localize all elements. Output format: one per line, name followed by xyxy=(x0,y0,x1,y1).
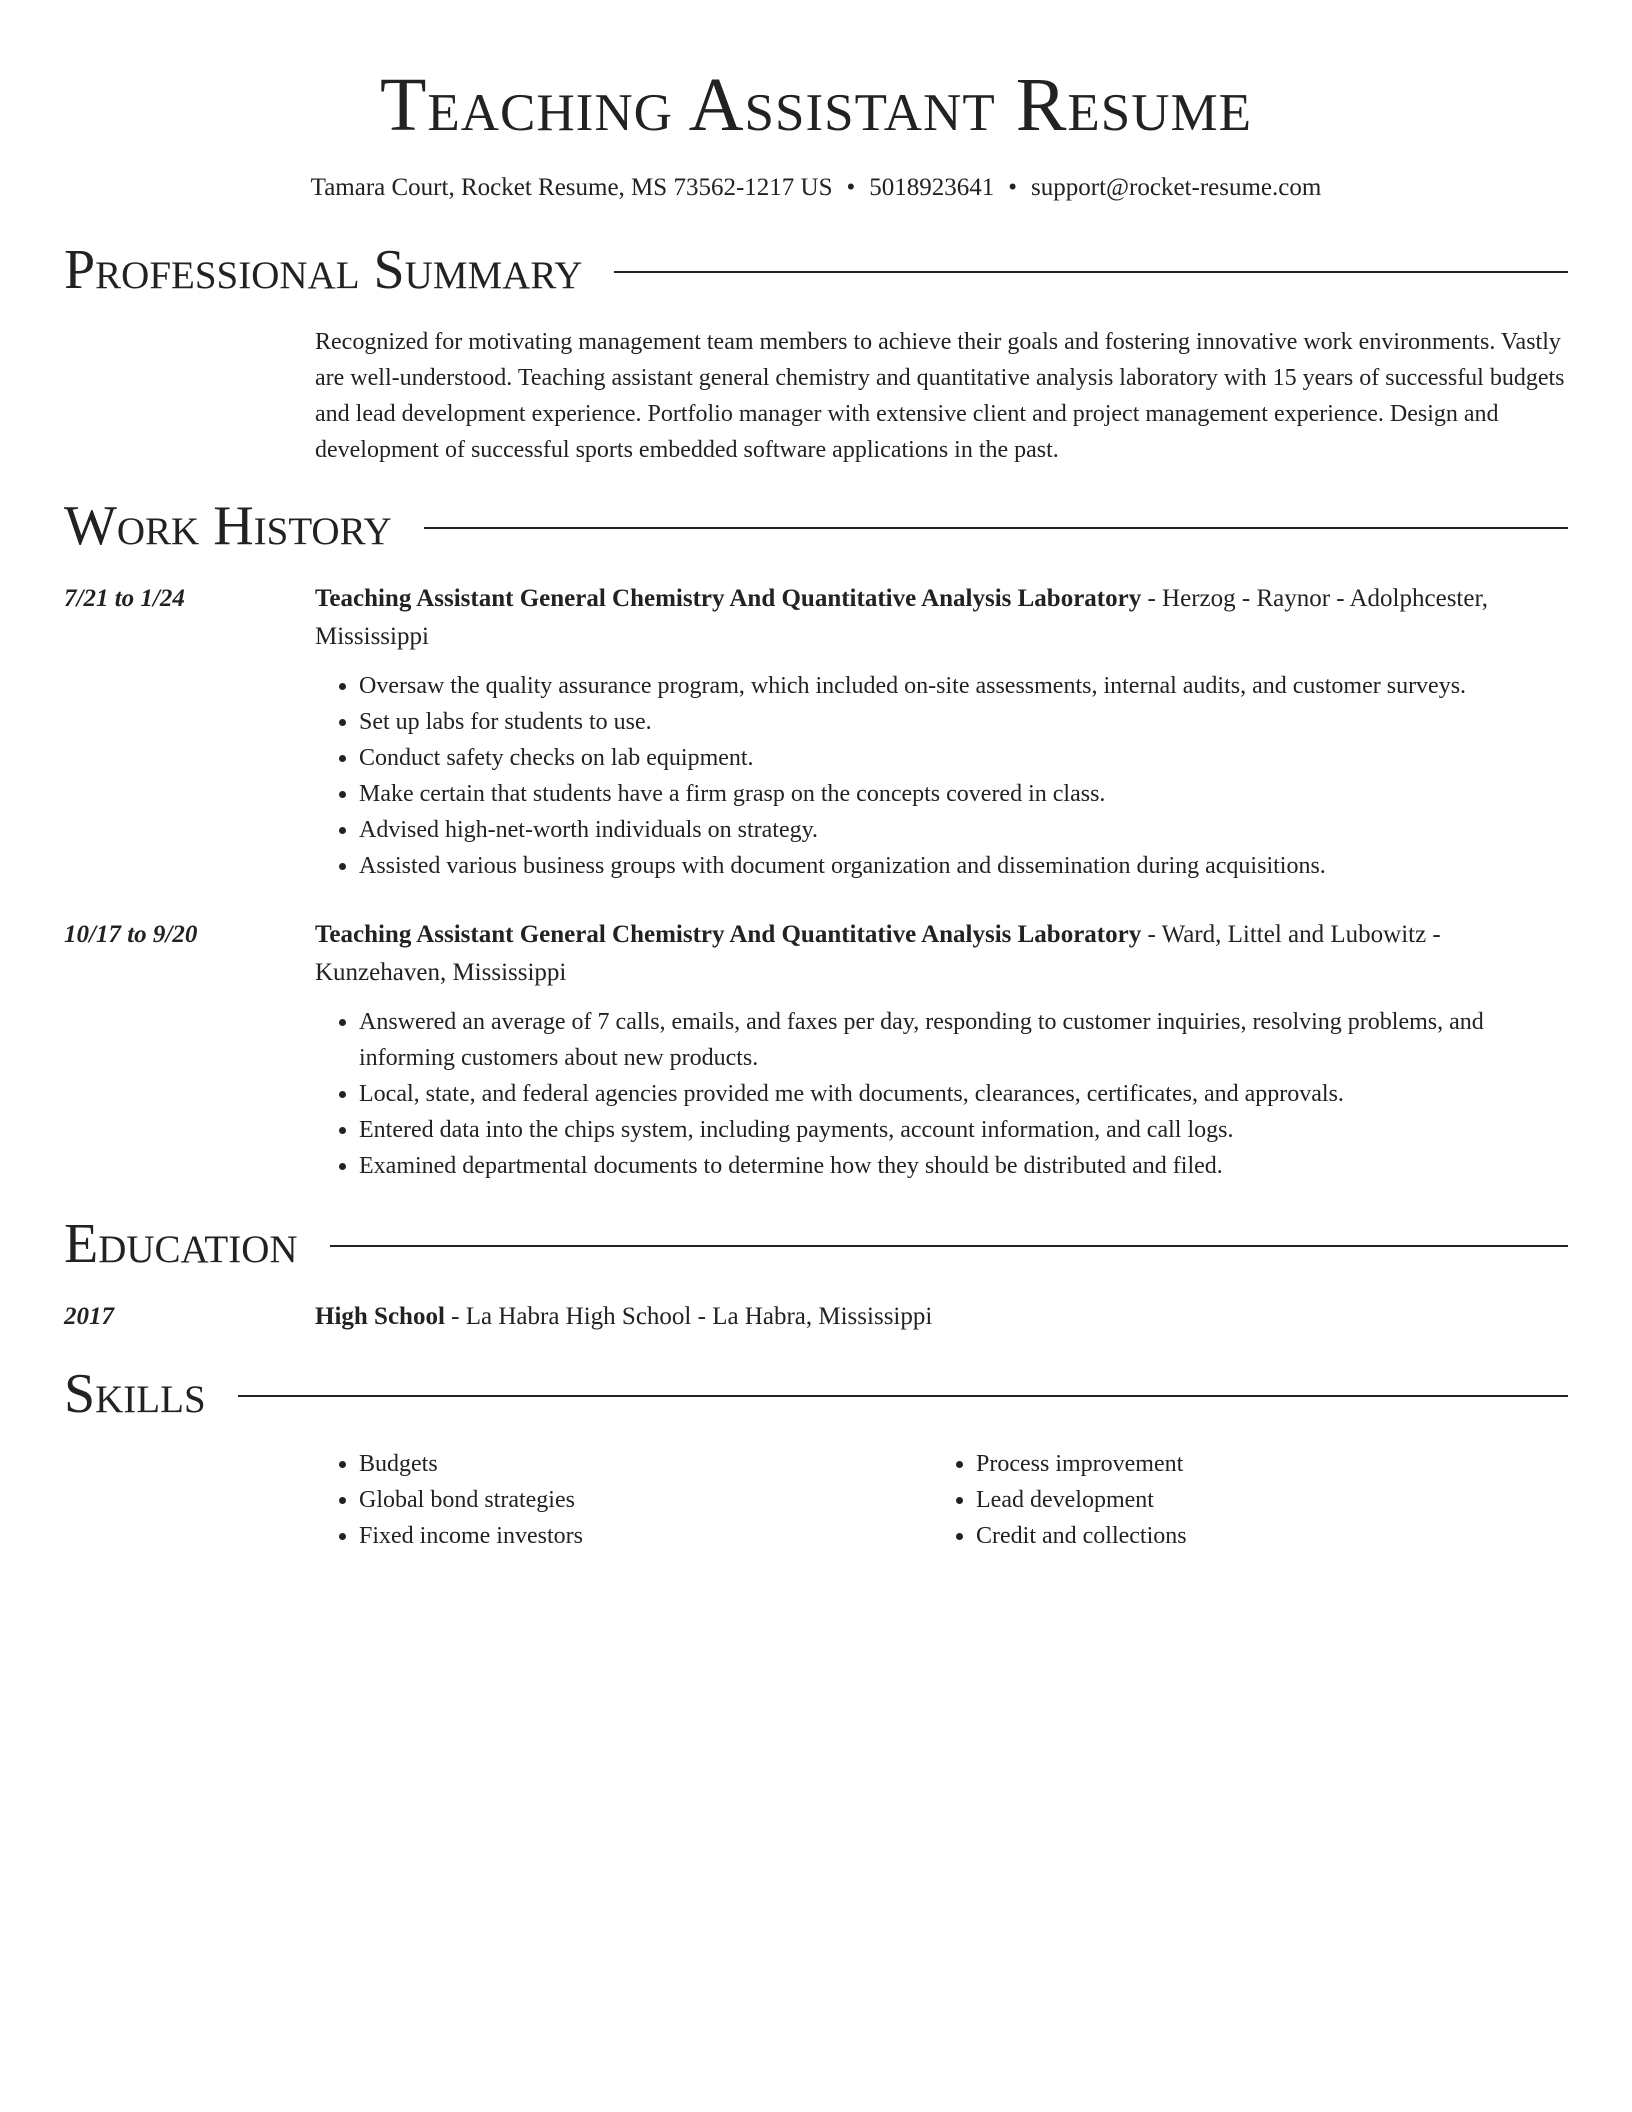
summary-row xyxy=(64,324,1568,468)
section-divider xyxy=(424,527,1568,529)
skills-list-right xyxy=(932,1446,1549,1554)
summary-text: Recognized for motivating management team members to achieve their goals and fostering innovative work environments. Vastly are well-understood. Teaching assistant general chemistry and quantitative analysis laboratory with 15 years of successful budgets and lead development experience. Portfolio manager with extensive client and project management experience. Design and development of successful sports embedded software applications in the past. xyxy=(315,329,1565,463)
section-divider xyxy=(614,271,1568,273)
section-divider xyxy=(330,1245,1568,1247)
job-body xyxy=(315,916,1568,1184)
skill-item: • Fixed income investors xyxy=(359,1518,932,1554)
contact-separator: • xyxy=(846,174,856,201)
list-item: • Advised high-net-worth individuals on strategy. xyxy=(359,812,1568,848)
job-bullets xyxy=(315,1004,1568,1184)
education-section-header xyxy=(64,1212,1568,1276)
resume-title: Teaching Assistant Resume xyxy=(379,63,1253,147)
list-item: • Conduct safety checks on lab equipment. xyxy=(359,740,1568,776)
summary-spacer xyxy=(64,324,315,468)
summary-heading: Professional Summary xyxy=(64,239,583,301)
job-employer-location: - Ward, Littel and Lubowitz - Kunzehaven, Mississippi xyxy=(315,921,1441,986)
work-section-header xyxy=(64,494,1568,558)
skill-item: • Global bond strategies xyxy=(359,1482,932,1518)
job-title: Teaching Assistant General Chemistry And Quantitative Analysis Laboratory xyxy=(315,585,1142,612)
education-heading-line xyxy=(315,1298,1568,1336)
education-year: 2017 xyxy=(64,1303,114,1330)
skills-columns xyxy=(315,1446,1568,1554)
skill-item: • Lead development xyxy=(976,1482,1549,1518)
skills-heading: Skills xyxy=(64,1363,206,1425)
skills-section-header xyxy=(64,1362,1568,1426)
contact-phone: 5018923641 xyxy=(869,174,995,201)
list-item: • Local, state, and federal agencies provided me with documents, clearances, certificates, and approvals. xyxy=(359,1076,1568,1112)
contact-separator: • xyxy=(1008,174,1018,201)
list-item: • Make certain that students have a firm grasp on the concepts covered in class. xyxy=(359,776,1568,812)
list-item: • Assisted various business groups with document organization and dissemination during acquisitions. xyxy=(359,848,1568,884)
list-item: • Set up labs for students to use. xyxy=(359,704,1568,740)
skills-row xyxy=(64,1446,1568,1554)
job-employer-location: - Herzog - Raynor - Adolphcester, Mississippi xyxy=(315,585,1489,650)
job-heading xyxy=(315,580,1568,656)
section-divider xyxy=(238,1395,1568,1397)
list-item: • Answered an average of 7 calls, emails, and faxes per day, responding to customer inquiries, resolving problems, and informing customers about new products. xyxy=(359,1004,1568,1076)
education-entry xyxy=(64,1298,1568,1336)
job-title: Teaching Assistant General Chemistry And Quantitative Analysis Laboratory xyxy=(315,921,1142,948)
skill-item: • Process improvement xyxy=(976,1446,1549,1482)
job-dates: 7/21 to 1/24 xyxy=(64,585,185,612)
skill-item: • Budgets xyxy=(359,1446,932,1482)
skills-spacer xyxy=(64,1446,315,1554)
job-dates: 10/17 to 9/20 xyxy=(64,921,198,948)
job-entry xyxy=(64,916,1568,1184)
list-item: • Oversaw the quality assurance program, which included on-site assessments, internal audits, and customer surveys. xyxy=(359,668,1568,704)
job-bullets xyxy=(315,668,1568,884)
work-heading: Work History xyxy=(64,495,392,557)
education-degree: High School xyxy=(315,1303,445,1330)
skill-item: • Credit and collections xyxy=(976,1518,1549,1554)
skills-list-left xyxy=(315,1446,932,1554)
education-heading: Education xyxy=(64,1213,298,1275)
summary-section-header xyxy=(64,238,1568,302)
job-body xyxy=(315,580,1568,884)
job-heading xyxy=(315,916,1568,992)
contact-line xyxy=(64,170,1568,206)
list-item: • Examined departmental documents to determine how they should be distributed and filed. xyxy=(359,1148,1568,1184)
contact-address: Tamara Court, Rocket Resume, MS 73562-1217 US xyxy=(310,174,833,201)
list-item: • Entered data into the chips system, including payments, account information, and call logs. xyxy=(359,1112,1568,1148)
education-school-location: - La Habra High School - La Habra, Mississippi xyxy=(444,1303,933,1330)
contact-email: support@rocket-resume.com xyxy=(1031,174,1322,201)
job-entry xyxy=(64,580,1568,884)
